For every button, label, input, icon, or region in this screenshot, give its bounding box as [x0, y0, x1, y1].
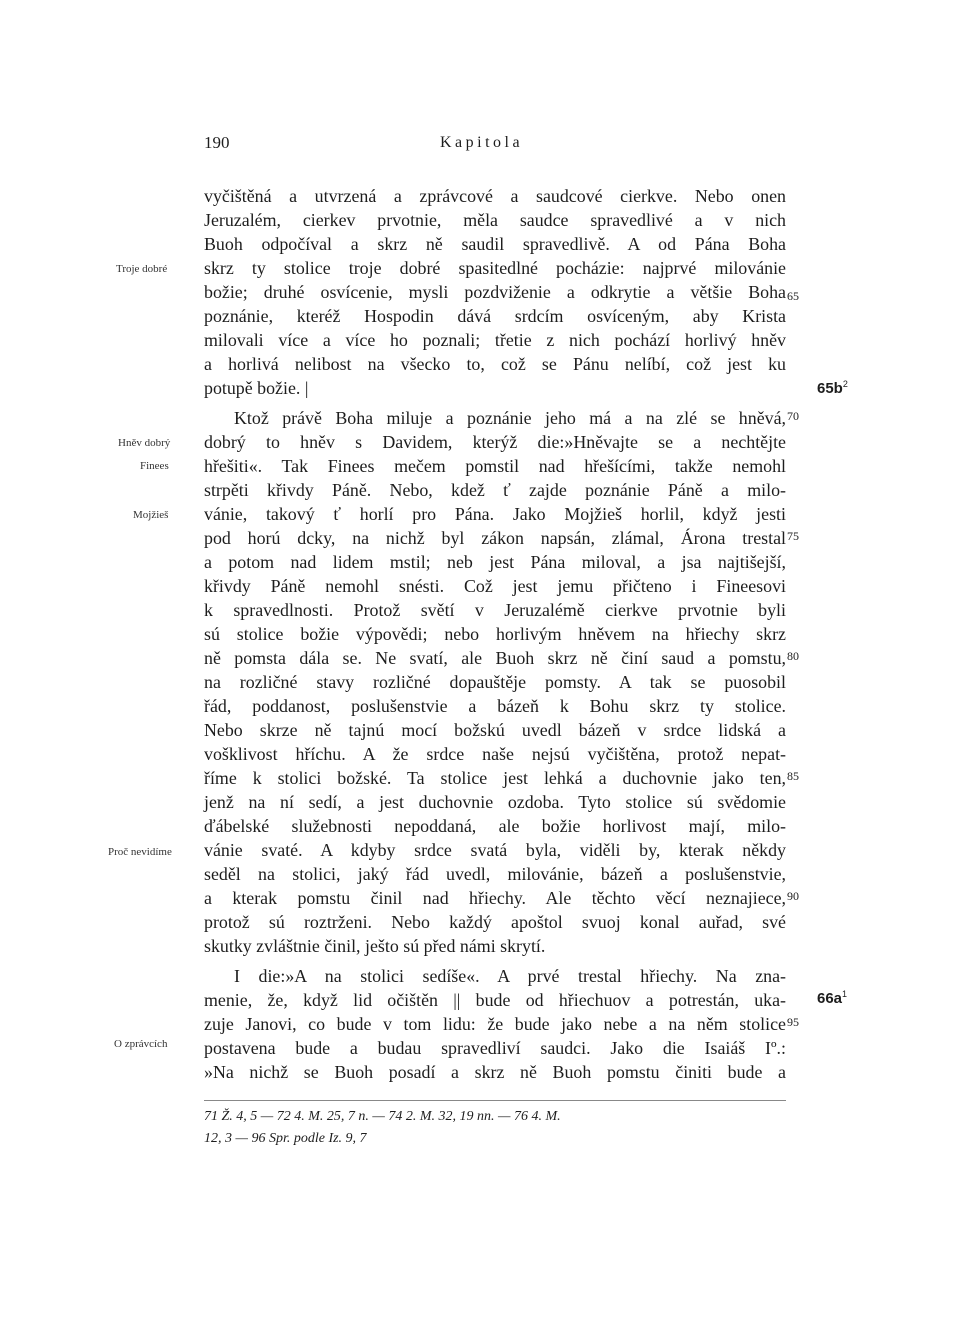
folio-marker-sup: 2	[842, 379, 848, 389]
text-line: řád, poddanost, poslušenstvie a bázeň k Bohu skrz ty stolice.	[204, 696, 786, 716]
margin-note-mojzies: Mojžieš	[133, 509, 169, 521]
margin-note-finees: Finees	[140, 460, 169, 472]
text-line: skutky zvláštnie činil, ješto sú před námi skrytí.	[204, 936, 546, 956]
text-line: božie; druhé osvícenie, mysli pozdviženie a odkrytie a většie Boha	[204, 282, 786, 302]
text-line: Ktož právě Boha miluje a poznánie jeho má a na zlé se hněvá,	[234, 408, 786, 428]
text-line: na rozličné stavy rozličné dopauštěje pomsty. A tak se puosobil	[204, 672, 786, 692]
text-line: »Na nichž se Buoh posadí a skrz ně Buoh pomstu činiti bude a	[204, 1062, 786, 1082]
running-head: Kapitola	[440, 134, 524, 151]
text-line: pod horú dcky, na nichž byl zákon napsán, zlámal, Árona trestal	[204, 528, 786, 548]
margin-note-hnev-dobry: Hněv dobrý	[118, 437, 171, 449]
line-number-70: 70	[787, 409, 799, 423]
main-text	[204, 184, 786, 1084]
text-line: jenž na ní sedí, a jest duchovnie ozdoba. Tyto stolice sú svědomie	[204, 792, 786, 812]
text-line: a potom nad lidem mstil; neb jest Pána miloval, a jsa najtišejší,	[204, 552, 786, 572]
text-line: postavena bude a budau spravedliví saudci. Jako die Isaiáš Iº.:	[204, 1038, 786, 1058]
text-line: vyčištěná a utvrzená a zprávcové a saudcové cierkve. Nebo onen	[204, 186, 786, 206]
text-line: protož sú roztrženi. Nebo každý apoštol svuoj konal auřad, své	[204, 912, 786, 932]
text-line: k spravedlnosti. Protož světí v Jeruzalémě cierkve prvotnie byli	[204, 600, 786, 620]
text-line: říme k stolici božské. Ta stolice jest lehká a duchovnie jako ten,	[204, 768, 786, 788]
text-line: skrz ty stolice troje dobré spasitedlné pocházie: najprvé milovánie	[204, 258, 786, 278]
footnote-line: 71 Ž. 4, 5 — 72 4. M. 25, 7 n. — 74 2. M. 32, 19 nn. — 76 4. M.	[204, 1109, 561, 1124]
footnotes	[204, 1106, 786, 1150]
folio-marker-66a	[817, 989, 847, 1007]
text-line: vošklivost hříchu. A že srdce naše nejsú vyčištěna, protož nepat-	[204, 744, 786, 764]
text-line: vánie svaté. A kdyby srdce svatá byla, viděli by, kterak někdy	[204, 840, 786, 860]
text-line: ďábelské služebnosti nepoddaná, ale božie horlivost mají, milo-	[204, 816, 786, 836]
line-number-95: 95	[787, 1015, 799, 1029]
text-line: a kterak pomstu činil nad hřiechy. Ale těchto věcí neznajiece,	[204, 888, 786, 908]
footnote-divider	[204, 1100, 786, 1101]
text-line: hřešiti«. Tak Finees mečem pomstil nad hřešícími, takže nemohl	[204, 456, 786, 476]
folio-marker-main: 65b	[817, 380, 843, 397]
text-line: potupě božie. |	[204, 378, 309, 398]
text-line: zuje Janovi, co bude v tom lidu: že bude jako nebe a na něm stolice	[204, 1014, 786, 1034]
line-number-75: 75	[787, 529, 799, 543]
text-line: menie, že, když lid očištěn || bude od hřiechuov a potrestán, uka-	[204, 990, 786, 1010]
text-line: ně pomsta dála se. Ne svatí, ale Buoh skrz ně činí saud a pomstu,	[204, 648, 786, 668]
text-line: dobrý to hněv s Davidem, kterýž die:»Hněvajte se a nechtějte	[204, 432, 786, 452]
page-number: 190	[204, 133, 230, 152]
margin-note-proc-nevidime: Proč nevidíme	[108, 846, 172, 858]
text-line: Nebo skrze ně tajnú mocí božskú uvedl bázeň v srdce lidská a	[204, 720, 786, 740]
text-line: I die:»A na stolici sedíše«. A prvé trestal hřiechy. Na zna-	[234, 966, 786, 986]
text-line: milovali více a více ho poznali; třetie z nich pochází horlivý hněv	[204, 330, 786, 350]
margin-note-o-spravcich: O zprávcích	[114, 1038, 168, 1050]
text-line: strpěti křivdy Páně. Nebo, kdež ť zajde poznánie Páně a milo-	[204, 480, 786, 500]
text-line: a horlivá nelibost na všecko to, což se Pánu nelíbí, což jest ku	[204, 354, 786, 374]
text-line: křivdy Páně nemohl snésti. Což jest jemu přičteno i Fineesovi	[204, 576, 786, 596]
line-number-85: 85	[787, 769, 799, 783]
footnote-line: 12, 3 — 96 Spr. podle Iz. 9, 7	[204, 1131, 367, 1146]
text-line: vánie, takový ť horlí pro Pána. Jako Mojžieš horlil, když jesti	[204, 504, 786, 524]
folio-marker-sup: 1	[842, 989, 848, 999]
folio-marker-main: 66a	[817, 990, 843, 1007]
text-line: poznánie, kteréž Hospodin dává srdcím osvíceným, aby Krista	[204, 306, 786, 326]
text-line: Jeruzalém, cierkev prvotnie, měla saudce spravedlivé a v nich	[204, 210, 786, 230]
text-line: Buoh odpočíval a skrz ně saudil spravedlivě. A od Pána Boha	[204, 234, 786, 254]
text-line: sú stolice božie výpovědi; nebo horlivým hněvem na hřiechy skrz	[204, 624, 786, 644]
folio-marker-65b	[817, 379, 848, 397]
text-line: seděl na stolici, jaký řád uvedl, milovánie, bázeň a poslušenstvie,	[204, 864, 786, 884]
line-number-65: 65	[787, 289, 799, 303]
line-number-90: 90	[787, 889, 799, 903]
line-number-80: 80	[787, 649, 799, 663]
margin-note-troje-dobre: Troje dobré	[116, 263, 168, 275]
